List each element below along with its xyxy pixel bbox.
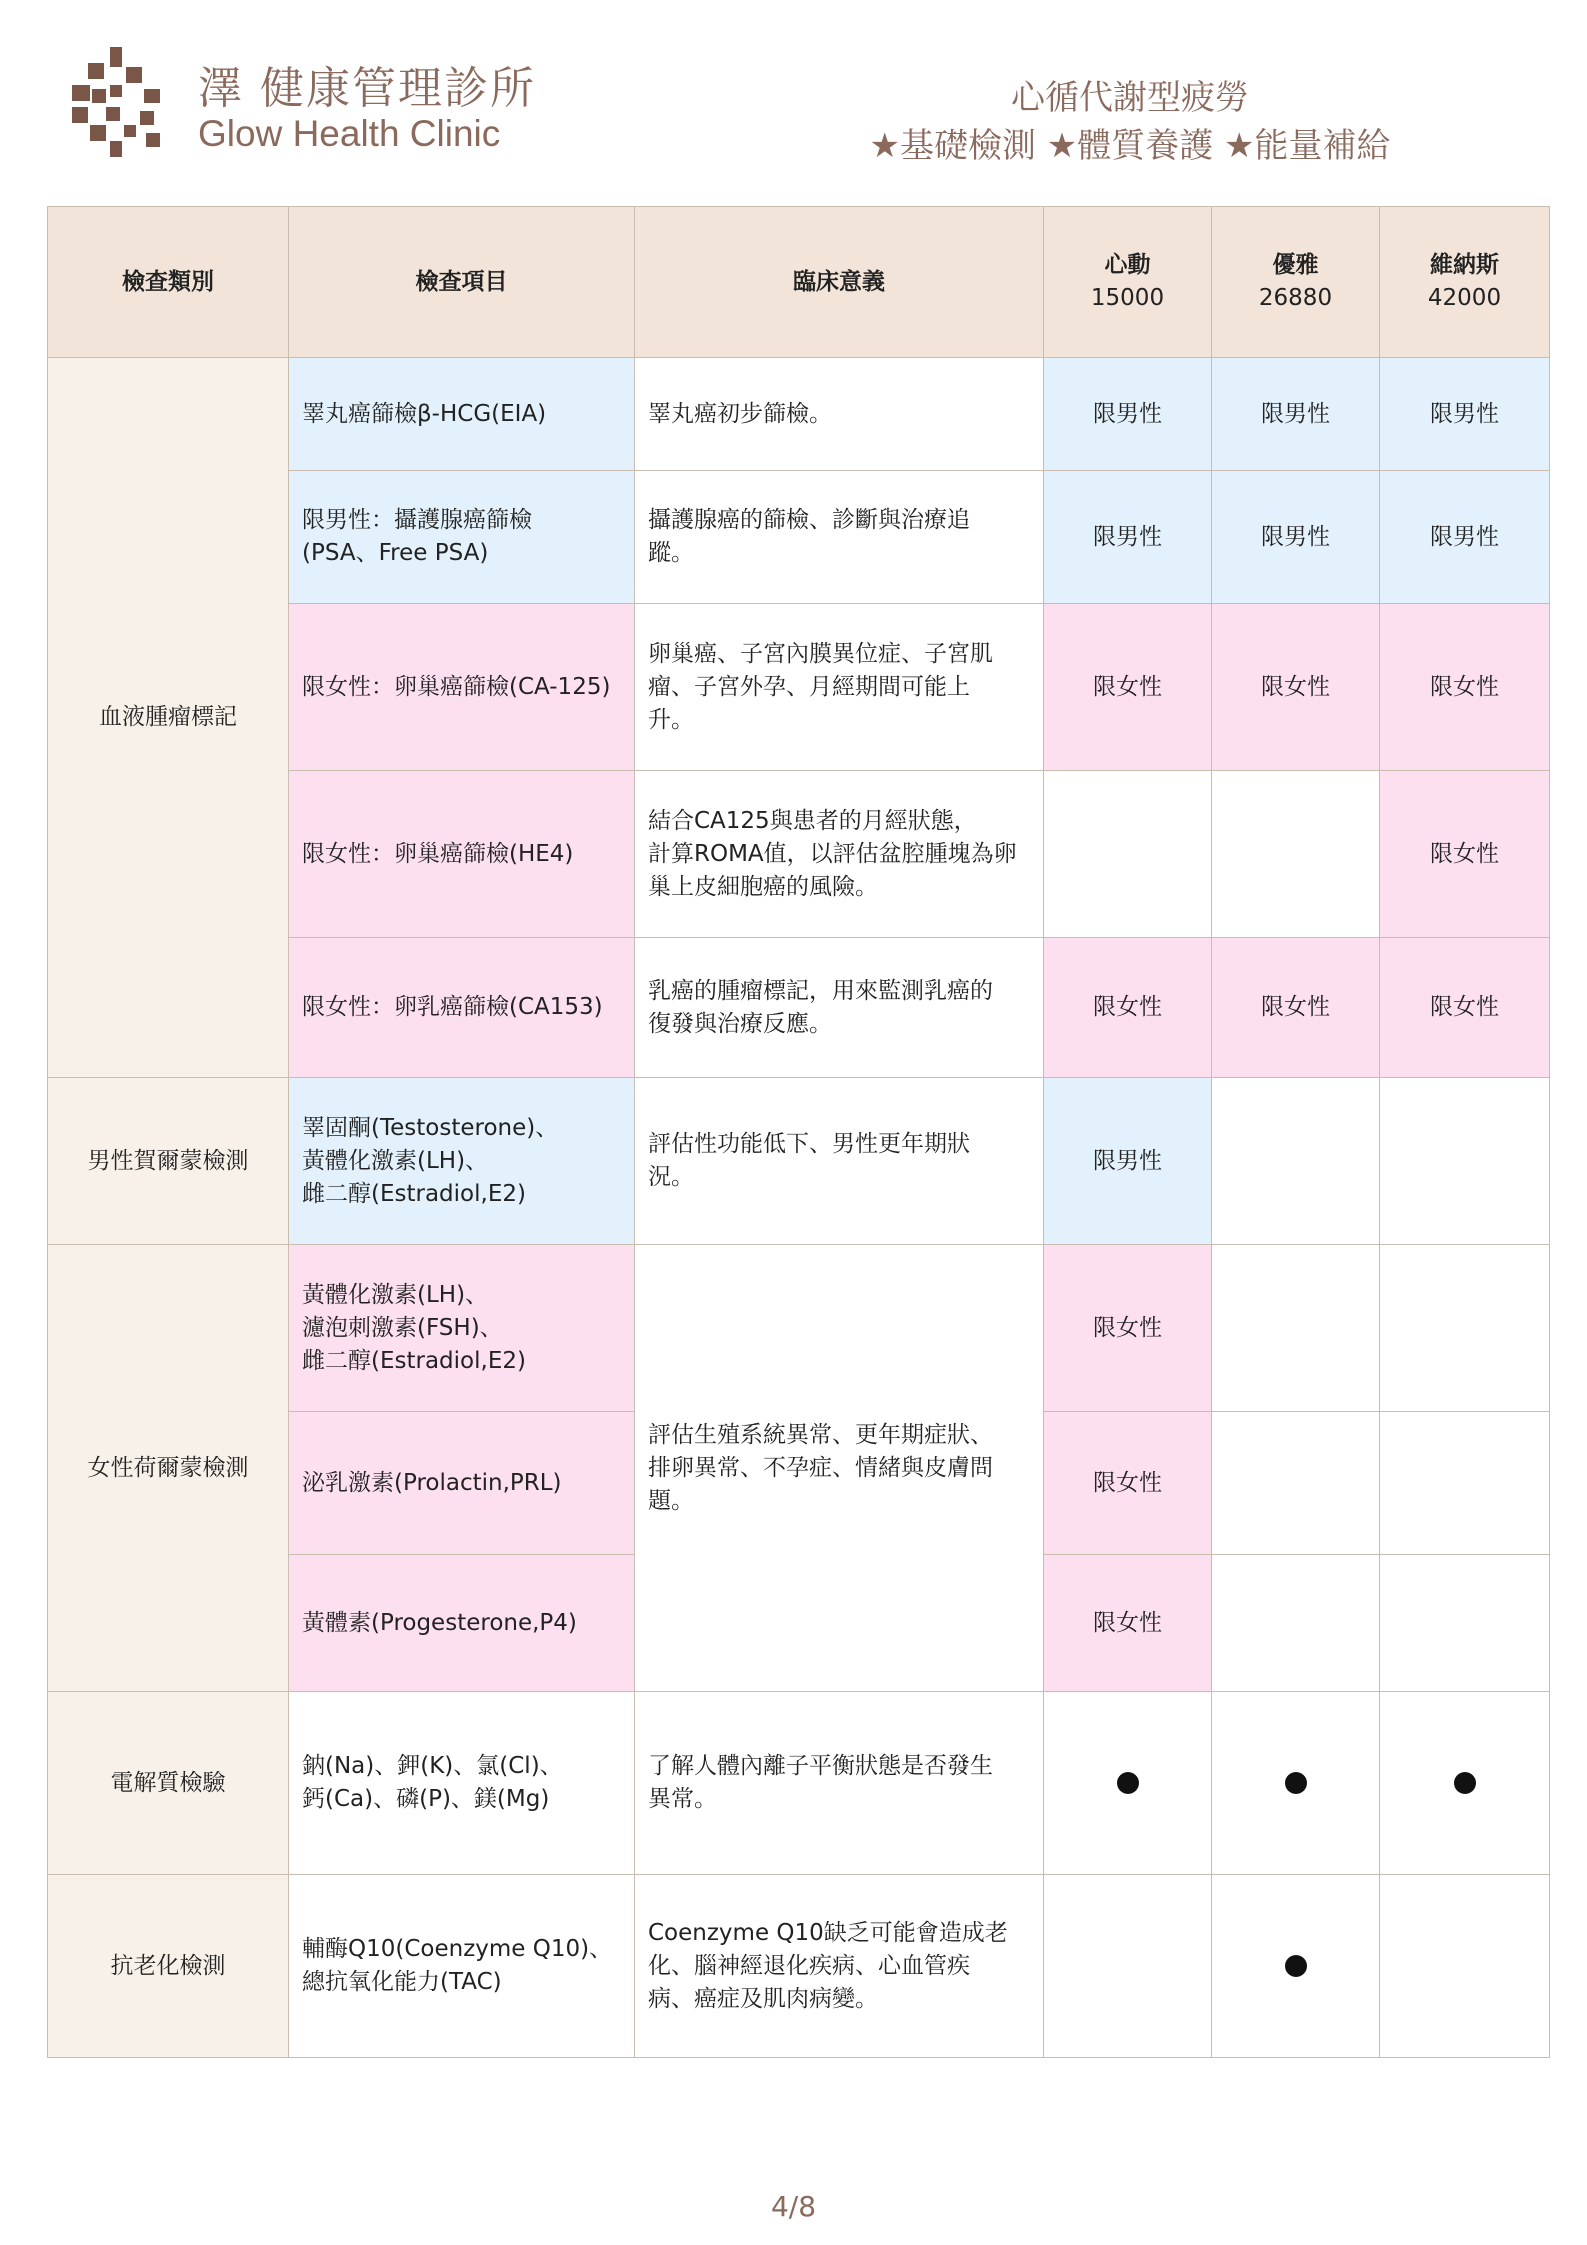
table-header-row — [48, 207, 1550, 358]
category-cell: 抗老化檢測 — [48, 1875, 289, 2058]
plan-1-name: 心動 — [1104, 252, 1151, 278]
exam-table — [47, 206, 1550, 2058]
table-body — [48, 358, 1550, 2058]
item-cell: 睪丸癌篩檢β-HCG(EIA) — [289, 358, 635, 471]
item-cell: 限女性：卵巢癌篩檢(CA-125) — [289, 604, 635, 771]
table-row — [48, 1875, 1550, 2058]
plan-3-cell — [1380, 1555, 1550, 1692]
plan-1-cell — [1044, 1875, 1212, 2058]
item-cell: 黃體素(Progesterone,P4) — [289, 1555, 635, 1692]
clinic-name-zh: 澤 健康管理診所 — [198, 63, 536, 114]
item-cell: 睪固酮(Testosterone)、 黃體化激素(LH)、 雌二醇(Estradiol,E2) — [289, 1078, 635, 1245]
header-meaning: 臨床意義 — [635, 207, 1044, 358]
document-subtitle: ★基礎檢測 ★體質養護 ★能量補給 — [869, 126, 1391, 166]
plan-2-cell: 限男性 — [1212, 358, 1380, 471]
meaning-cell: 評估性功能低下、男性更年期狀 況。 — [635, 1078, 1044, 1245]
plan-2-cell: 限女性 — [1212, 938, 1380, 1078]
meaning-cell: 乳癌的腫瘤標記，用來監測乳癌的 復發與治療反應。 — [635, 938, 1044, 1078]
plan-1-cell: 限男性 — [1044, 471, 1212, 604]
included-dot-icon — [1117, 1772, 1139, 1794]
category-cell: 男性賀爾蒙檢測 — [48, 1078, 289, 1245]
plan-1-cell: 限男性 — [1044, 1078, 1212, 1245]
plan-3-cell — [1380, 1245, 1550, 1412]
plan-3-cell: 限女性 — [1380, 604, 1550, 771]
item-cell: 輔酶Q10(Coenzyme Q10)、 總抗氧化能力(TAC) — [289, 1875, 635, 2058]
plan-2-name: 優雅 — [1272, 252, 1319, 278]
item-cell: 限男性：攝護腺癌篩檢 (PSA、Free PSA) — [289, 471, 635, 604]
plan-3-cell: 限男性 — [1380, 358, 1550, 471]
header-item: 檢查項目 — [289, 207, 635, 358]
plan-1-cell — [1044, 1692, 1212, 1875]
category-cell: 女性荷爾蒙檢測 — [48, 1245, 289, 1692]
header-plan-1 — [1044, 207, 1212, 358]
meaning-cell: Coenzyme Q10缺乏可能會造成老 化、腦神經退化疾病、心血管疾 病、癌症及肌肉病變。 — [635, 1875, 1044, 2058]
meaning-cell: 睪丸癌初步篩檢。 — [635, 358, 1044, 471]
table-row — [48, 1078, 1550, 1245]
meaning-cell: 評估生殖系統異常、更年期症狀、 排卵異常、不孕症、情緒與皮膚問 題。 — [635, 1245, 1044, 1692]
plan-3-cell: 限男性 — [1380, 471, 1550, 604]
plan-3-cell — [1380, 1412, 1550, 1555]
plan-3-cell — [1380, 1875, 1550, 2058]
plan-2-cell — [1212, 1875, 1380, 2058]
page-number: 4/8 — [770, 2190, 817, 2223]
clinic-logo-icon — [70, 45, 185, 160]
meaning-cell: 了解人體內離子平衡狀態是否發生 異常。 — [635, 1692, 1044, 1875]
item-cell: 鈉(Na)、鉀(K)、氯(Cl)、 鈣(Ca)、磷(P)、鎂(Mg) — [289, 1692, 635, 1875]
plan-1-cell: 限女性 — [1044, 1245, 1212, 1412]
table-row — [48, 1245, 1550, 1412]
plan-2-cell — [1212, 1245, 1380, 1412]
plan-3-cell: 限女性 — [1380, 938, 1550, 1078]
meaning-cell: 攝護腺癌的篩檢、診斷與治療追 蹤。 — [635, 471, 1044, 604]
item-cell: 黃體化激素(LH)、 濾泡刺激素(FSH)、 雌二醇(Estradiol,E2) — [289, 1245, 635, 1412]
plan-3-cell: 限女性 — [1380, 771, 1550, 938]
table-row — [48, 1692, 1550, 1875]
plan-1-cell: 限女性 — [1044, 1412, 1212, 1555]
plan-1-cell: 限女性 — [1044, 604, 1212, 771]
plan-3-cell — [1380, 1692, 1550, 1875]
meaning-cell: 結合CA125與患者的月經狀態， 計算ROMA值，以評估盆腔腫塊為卵 巢上皮細胞癌的風險。 — [635, 771, 1044, 938]
plan-2-cell: 限女性 — [1212, 604, 1380, 771]
plan-2-cell — [1212, 1412, 1380, 1555]
table-row — [48, 358, 1550, 471]
plan-1-cell: 限男性 — [1044, 358, 1212, 471]
plan-2-cell — [1212, 1555, 1380, 1692]
plan-1-cell: 限女性 — [1044, 1555, 1212, 1692]
meaning-cell: 卵巢癌、子宮內膜異位症、子宮肌 瘤、子宮外孕、月經期間可能上 升。 — [635, 604, 1044, 771]
page-header — [0, 0, 1587, 190]
plan-1-cell: 限女性 — [1044, 938, 1212, 1078]
plan-2-price: 26880 — [1258, 285, 1333, 311]
plan-2-cell — [1212, 771, 1380, 938]
item-cell: 泌乳激素(Prolactin,PRL) — [289, 1412, 635, 1555]
plan-2-cell — [1212, 1692, 1380, 1875]
header-plan-3 — [1380, 207, 1550, 358]
category-cell: 血液腫瘤標記 — [48, 358, 289, 1078]
item-cell: 限女性：卵巢癌篩檢(HE4) — [289, 771, 635, 938]
header-plan-2 — [1212, 207, 1380, 358]
plan-1-cell — [1044, 771, 1212, 938]
plan-2-cell — [1212, 1078, 1380, 1245]
document-title: 心循代謝型疲勞 — [1011, 78, 1249, 118]
clinic-name-en: Glow Health Clinic — [198, 113, 501, 154]
included-dot-icon — [1454, 1772, 1476, 1794]
plan-1-price: 15000 — [1090, 285, 1165, 311]
plan-3-name: 維納斯 — [1430, 252, 1499, 278]
plan-2-cell: 限男性 — [1212, 471, 1380, 604]
category-cell: 電解質檢驗 — [48, 1692, 289, 1875]
item-cell: 限女性：卵乳癌篩檢(CA153) — [289, 938, 635, 1078]
included-dot-icon — [1285, 1772, 1307, 1794]
plan-3-cell — [1380, 1078, 1550, 1245]
included-dot-icon — [1285, 1955, 1307, 1977]
plan-3-price: 42000 — [1427, 285, 1502, 311]
header-category: 檢查類別 — [48, 207, 289, 358]
